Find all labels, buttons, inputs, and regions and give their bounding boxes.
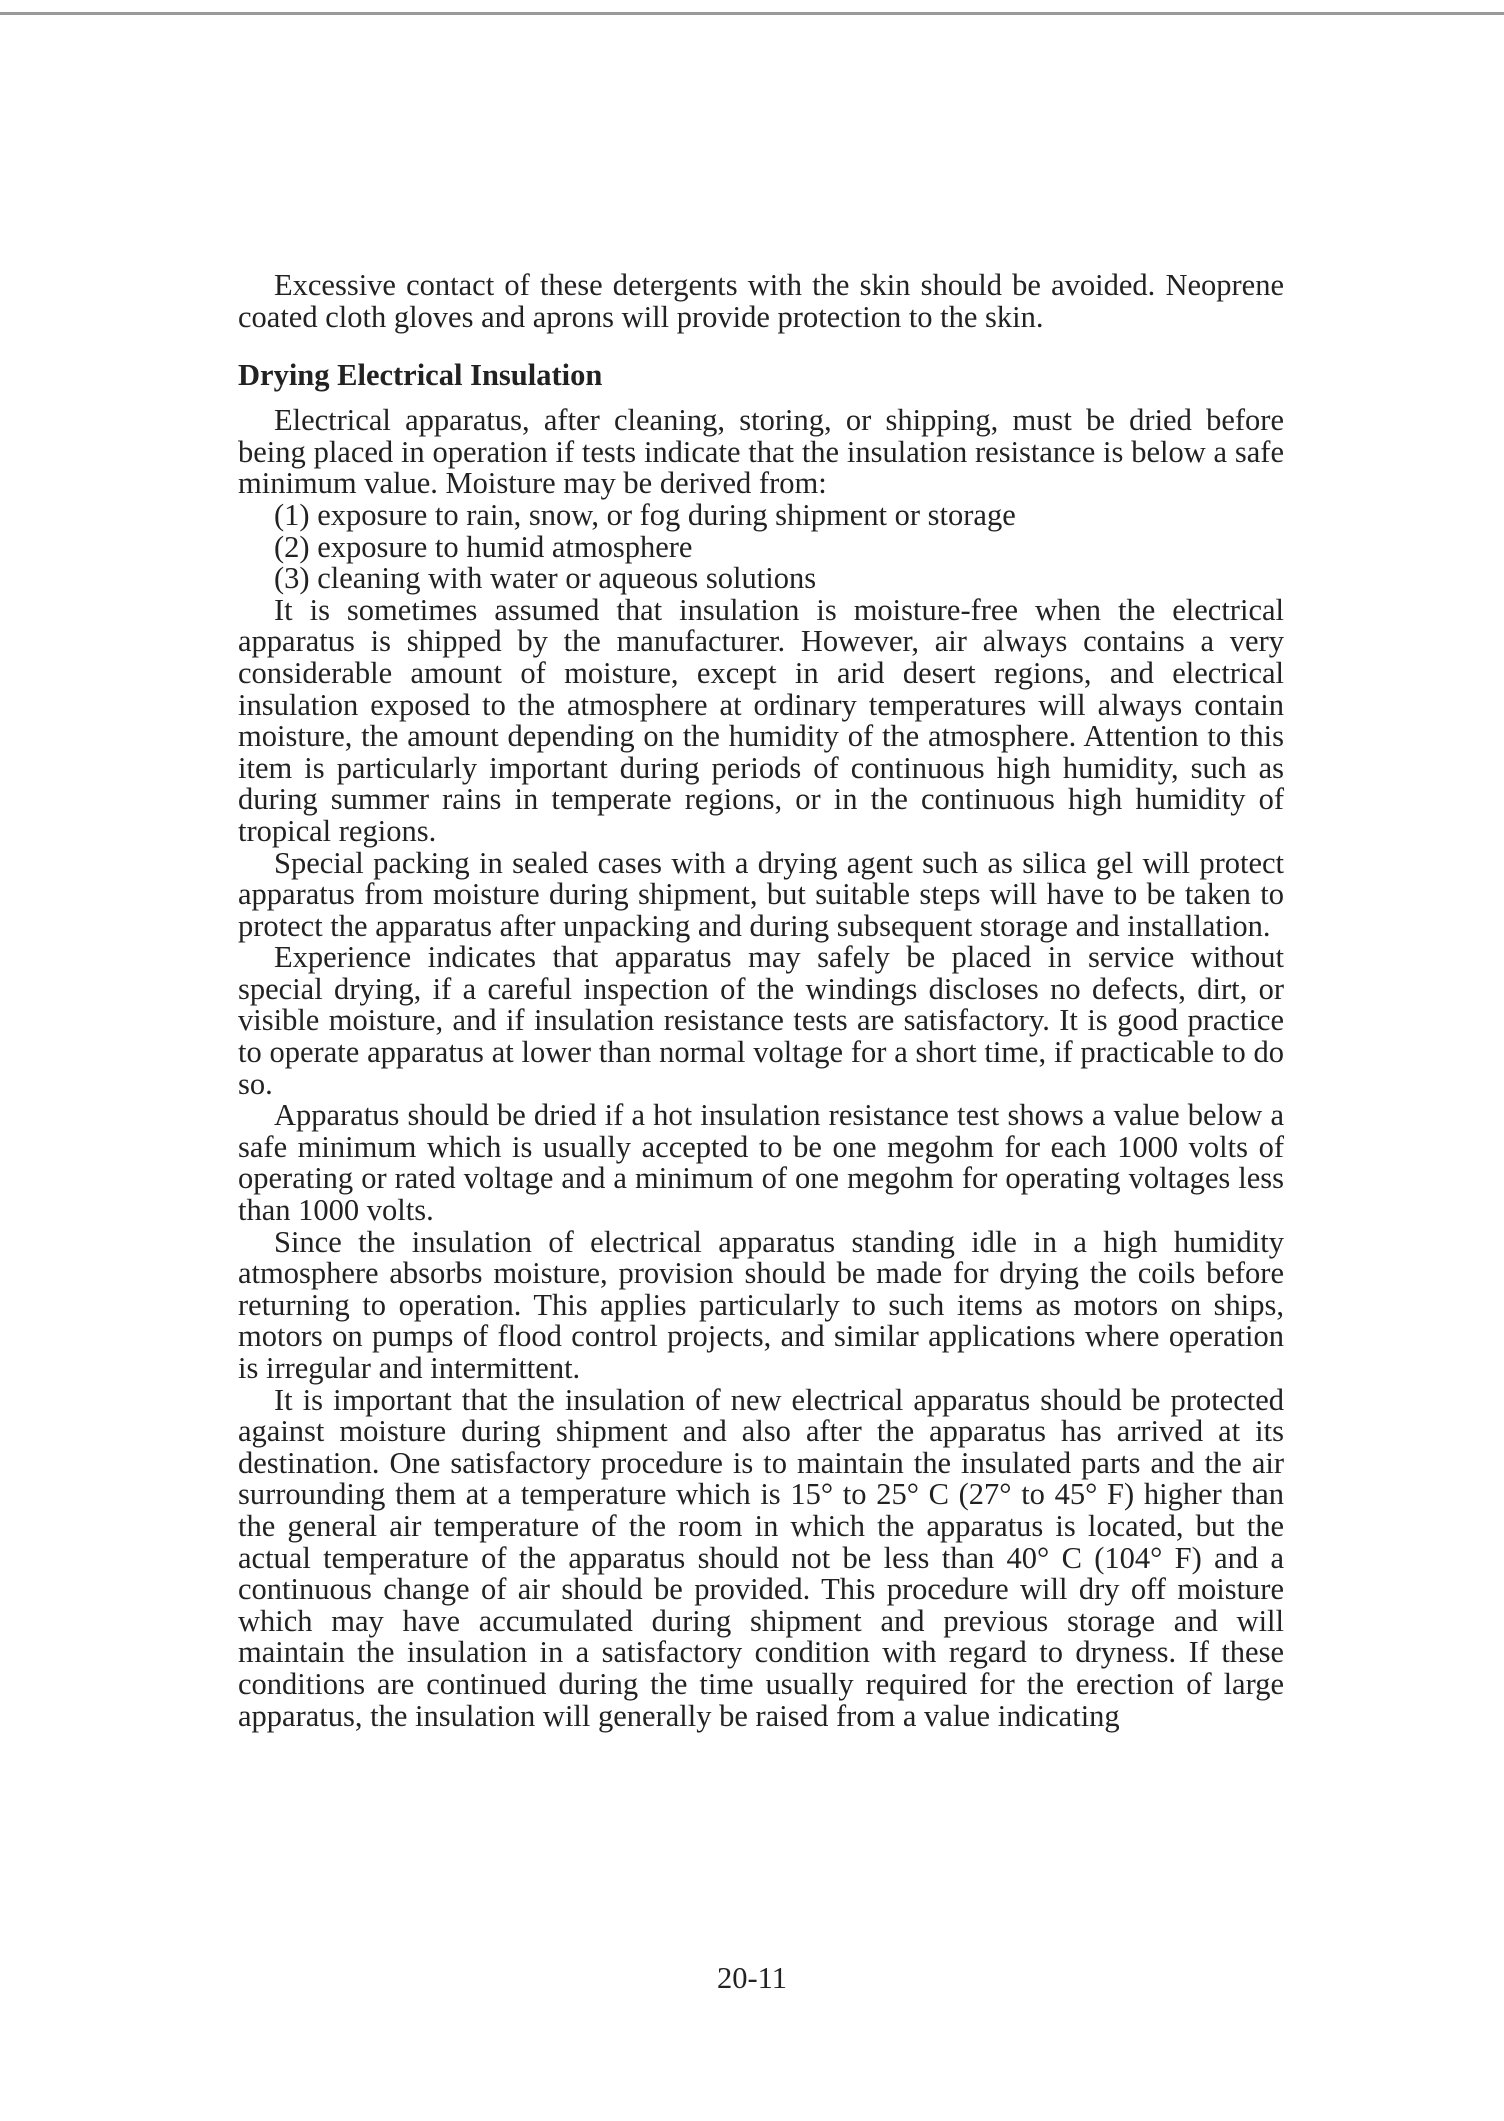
list-item: (3) cleaning with water or aqueous solutions: [274, 561, 817, 596]
list-item: (2) exposure to humid atmosphere: [274, 529, 693, 564]
body-paragraph: It is sometimes assumed that insulation is moisture-free when the electrical apparatus is shipped by the manufacturer. However, air always contains a very considerable amount of moisture, except in arid desert regions, and electrical insulation exposed to the atmosphere at ordinary temperatures will always contain moisture, the amount depending on the humidity of the atmosphere. Attention to this item is particularly important during periods of continuous high humidity, such as during summer rains in temperate regions, or in the continuous high humidity of tropical regions.: [238, 592, 1284, 848]
body-paragraph: Special packing in sealed cases with a drying agent such as silica gel will protect apparatus from moisture during shipment, but suitable steps will have to be taken to protect the apparatus after unpacking and during subsequent storage and installation.: [238, 845, 1284, 943]
section-heading: Drying Electrical Insulation: [238, 358, 603, 393]
body-paragraph: Since the insulation of electrical apparatus standing idle in a high humidity atmosphere absorbs moisture, provision should be made for drying the coils before returning to operation. This applies particularly to such items as motors on ships, motors on pumps of flood control projects, and similar applications where operation is irregular and intermittent.: [238, 1224, 1284, 1385]
page-body: [238, 270, 1284, 1732]
top-border-line: [0, 12, 1504, 15]
page-number: 20-11: [716, 1961, 788, 1995]
body-paragraph: Apparatus should be dried if a hot insulation resistance test shows a value below a safe minimum which is usually accepted to be one megohm for each 1000 volts of operating or rated voltage and a minimum of one megohm for operating voltages less than 1000 volts.: [238, 1098, 1284, 1228]
body-paragraph: It is important that the insulation of new electrical apparatus should be protected against moisture during shipment and also after the apparatus has arrived at its destination. One satisfactory procedure is to maintain the insulated parts and the air surrounding them at a temperature which is 15° to 25° C (27° to 45° F) higher than the general air temperature of the room in which the apparatus is located, but the actual temperature of the apparatus should not be less than 40° C (104° F) and a continuous change of air should be provided. This procedure will dry off moisture which may have accumulated during shipment and previous storage and will maintain the insulation in a satisfactory condition with regard to dryness. If these conditions are continued during the time usually required for the erection of large apparatus, the insulation will generally be raised from a value indicating: [238, 1382, 1284, 1733]
body-paragraph: Experience indicates that apparatus may safely be placed in service without special drying, if a careful inspection of the windings discloses no defects, dirt, or visible moisture, and if insulation resistance tests are satisfactory. It is good practice to operate apparatus at lower than normal voltage for a short time, if practicable to do so.: [238, 940, 1284, 1101]
continuation-paragraph: Excessive contact of these detergents with the skin should be avoided. Neoprene coated cloth gloves and aprons will provide protection to the skin.: [238, 268, 1284, 334]
moisture-sources-list: [238, 497, 1284, 596]
intro-paragraph: Electrical apparatus, after cleaning, storing, or shipping, must be dried before being placed in operation if tests indicate that the insulation resistance is below a safe minimum value. Moisture may be derived from:: [238, 403, 1284, 501]
list-item: (1) exposure to rain, snow, or fog during shipment or storage: [274, 497, 1016, 532]
